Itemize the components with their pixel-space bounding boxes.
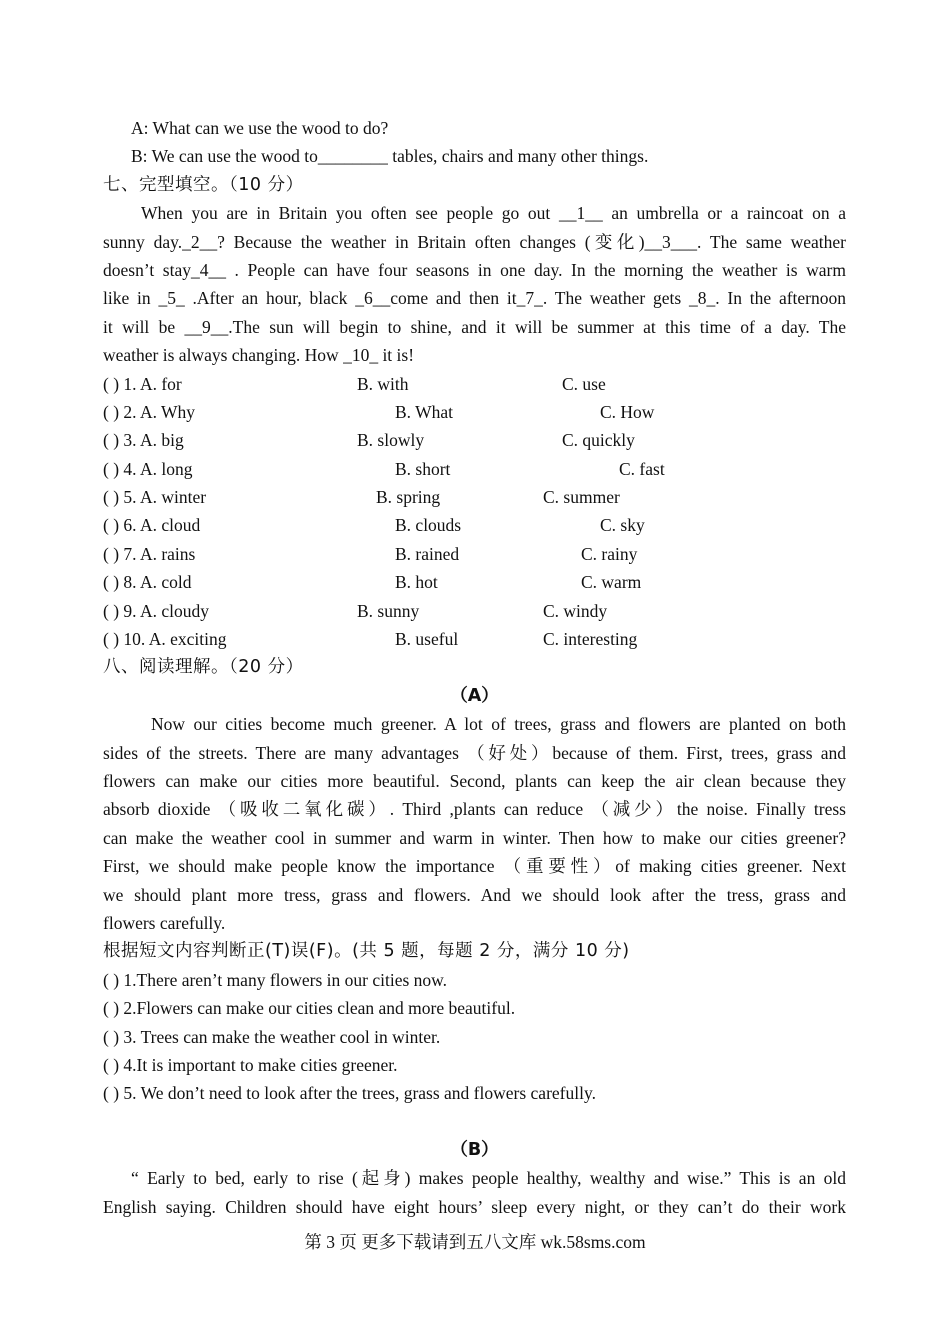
cloze-passage-line: sunny day._2__? Because the weather in Britain often changes (变化)__3___. The same weather bbox=[103, 231, 846, 252]
tf-item: ( ) 5. We don’t need to look after the trees, grass and flowers carefully. bbox=[103, 1083, 596, 1104]
reading-b-line: “ Early to bed, early to rise (起身) makes people healthy, wealthy and wise.” This is an old bbox=[131, 1168, 846, 1189]
page-footer: 第 3 页 更多下载请到五八文库 wk.58sms.com bbox=[304, 1232, 646, 1252]
cloze-question-row bbox=[103, 426, 846, 454]
question-option-a: ( ) 7. A. rains bbox=[103, 543, 196, 564]
part-a-title: （A） bbox=[450, 685, 499, 706]
question-option-b: B. short bbox=[395, 458, 451, 479]
question-option-b: B. useful bbox=[395, 629, 459, 650]
cloze-question-row bbox=[103, 455, 846, 483]
question-option-c: C. sky bbox=[600, 515, 645, 536]
reading-a-line: we should plant more tress, grass and flowers. And we should look after the tress, grass and bbox=[103, 884, 846, 905]
question-option-a: ( ) 8. A. cold bbox=[103, 572, 192, 593]
reading-b-line: English saying. Children should have eight hours’ sleep every night, or they can’t do their work bbox=[103, 1196, 846, 1217]
reading-a-line: First, we should make people know the importance （重要性）of making cities greener. Next bbox=[103, 856, 846, 877]
question-option-c: C. warm bbox=[581, 572, 642, 593]
spacer bbox=[103, 1108, 846, 1136]
question-option-a: ( ) 10. A. exciting bbox=[103, 629, 227, 650]
tf-item: ( ) 1.There aren’t many flowers in our cities now. bbox=[103, 969, 448, 990]
question-option-c: C. quickly bbox=[562, 430, 635, 451]
cloze-question-row bbox=[103, 625, 846, 653]
cloze-question-row bbox=[103, 483, 846, 511]
cloze-question-row bbox=[103, 540, 846, 568]
cloze-question-row bbox=[103, 597, 846, 625]
reading-a-line: flowers can make our cities more beautiful. Second, plants can keep the air clean because they bbox=[103, 770, 846, 791]
cloze-question-row bbox=[103, 511, 846, 539]
question-option-c: C. summer bbox=[543, 487, 620, 508]
tf-item: ( ) 2.Flowers can make our cities clean and more beautiful. bbox=[103, 998, 516, 1019]
cloze-question-row bbox=[103, 568, 846, 596]
cloze-question-row bbox=[103, 370, 846, 398]
question-option-b: B. with bbox=[357, 373, 409, 394]
reading-a-line: absorb dioxide （吸收二氧化碳）. Third ,plants can reduce （减少）the noise. Finally tress bbox=[103, 799, 846, 820]
question-option-a: ( ) 1. A. for bbox=[103, 373, 182, 394]
part-b-title: （B） bbox=[450, 1140, 499, 1161]
question-option-a: ( ) 9. A. cloudy bbox=[103, 600, 209, 621]
question-option-b: B. sunny bbox=[357, 600, 420, 621]
reading-a-line: sides of the streets. There are many advantages （好处）because of them. First, trees, grass and bbox=[103, 742, 846, 763]
dialog-line-b: B: We can use the wood to________ tables, chairs and many other things. bbox=[131, 146, 649, 167]
reading-a-line: flowers carefully. bbox=[103, 912, 226, 933]
section7-heading: 七、完型填空。（10 分） bbox=[103, 174, 304, 195]
tf-item: ( ) 3. Trees can make the weather cool in winter. bbox=[103, 1026, 441, 1047]
cloze-passage-line: like in _5_ .After an hour, black _6__come and then it_7_. The weather gets _8_. In the afternoon bbox=[103, 288, 846, 309]
question-option-a: ( ) 3. A. big bbox=[103, 430, 184, 451]
question-option-c: C. interesting bbox=[543, 629, 638, 650]
cloze-passage-line: weather is always changing. How _10_ it is! bbox=[103, 345, 415, 366]
question-option-b: B. spring bbox=[376, 487, 441, 508]
question-option-c: C. windy bbox=[543, 600, 608, 621]
cloze-question-row bbox=[103, 398, 846, 426]
question-option-b: B. hot bbox=[395, 572, 438, 593]
question-option-b: B. clouds bbox=[395, 515, 462, 536]
reading-a-line: can make the weather cool in summer and warm in winter. Then how to make our cities greener? bbox=[103, 827, 846, 848]
dialog-line-a: A: What can we use the wood to do? bbox=[131, 118, 389, 138]
question-option-a: ( ) 4. A. long bbox=[103, 458, 193, 479]
question-option-b: B. slowly bbox=[357, 430, 425, 451]
question-option-c: C. fast bbox=[619, 458, 665, 479]
question-option-c: C. How bbox=[600, 401, 655, 422]
question-option-a: ( ) 2. A. Why bbox=[103, 401, 196, 422]
cloze-passage-line: When you are in Britain you often see people go out __1__ an umbrella or a raincoat on a bbox=[141, 203, 846, 224]
document-page bbox=[103, 114, 846, 1221]
question-option-c: C. rainy bbox=[581, 543, 638, 564]
question-option-a: ( ) 5. A. winter bbox=[103, 487, 207, 508]
question-option-b: B. rained bbox=[395, 543, 460, 564]
tf-item: ( ) 4.It is important to make cities greener. bbox=[103, 1054, 398, 1075]
question-option-c: C. use bbox=[562, 373, 606, 394]
question-option-a: ( ) 6. A. cloud bbox=[103, 515, 201, 536]
cloze-passage-line: doesn’t stay_4__ . People can have four seasons in one day. In the morning the weather is warm bbox=[103, 259, 846, 280]
section8-heading: 八、阅读理解。（20 分） bbox=[103, 657, 304, 678]
cloze-passage-line: it will be __9__.The sun will begin to shine, and it will be summer at this time of a day. The bbox=[103, 316, 846, 337]
tf-instruction: 根据短文内容判断正(T)误(F)。(共 5 题，每题 2 分，满分 10 分) bbox=[103, 941, 630, 962]
question-option-b: B. What bbox=[395, 401, 454, 422]
reading-a-line: Now our cities become much greener. A lot of trees, grass and flowers are planted on both bbox=[151, 714, 846, 735]
